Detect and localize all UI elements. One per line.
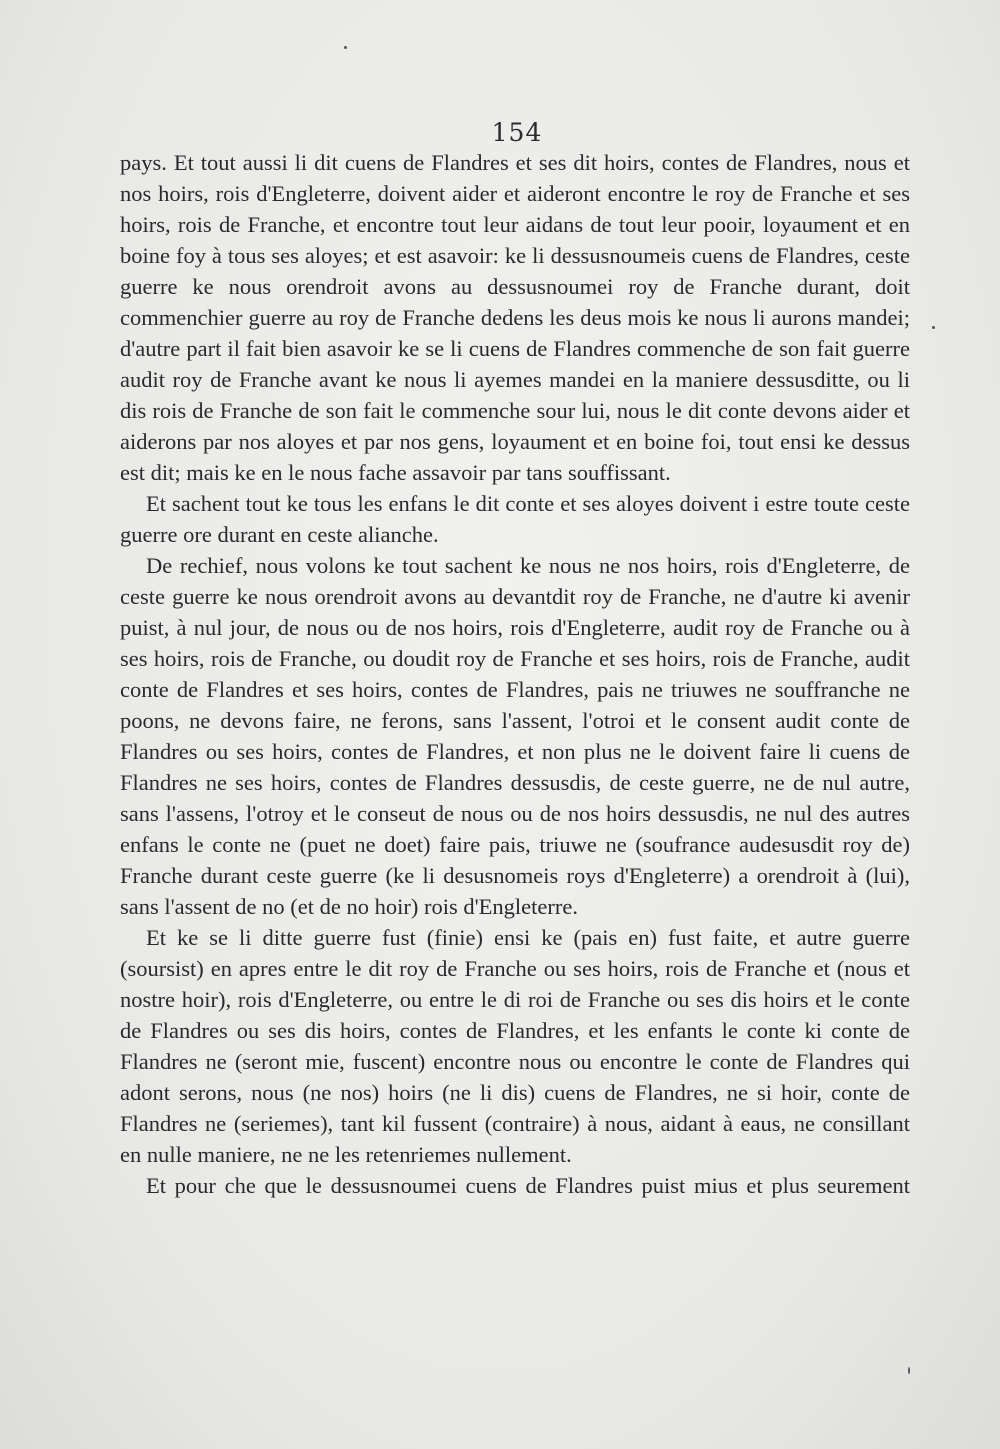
paragraph-3: De rechief, nous volons ke tout sachent ke nous ne nos hoirs, rois d'Engleterre, de ceste guerre ke nous orendroit avons au devantdit roy de Franche, ne d'autre ki avenir puist, à nul jour, de nous ou de nos hoirs, rois d'Engleterre, audit roy de Franche ou à ses hoirs, rois de Franche, ou doudit roy de Franche et ses hoirs, rois de Franche, audit conte de Flandres et ses hoirs, contes de Flandres, pais ne triuwes ne souffranche ne poons, ne devons faire, ne ferons, sans l'assent, l'otroi et le consent audit conte de Flandres ou ses hoirs, contes de Flandres, et non plus ne le doivent faire li cuens de Flandres ne ses hoirs, contes de Flandres dessusdis, de ceste guerre, ne de nul autre, sans l'assens, l'otroy et le conseut de nous ou de nos hoirs dessusdis, ne nul des autres enfans le conte ne (puet ne doet) faire pais, triuwe ne (soufrance audesusdit roy de) Franche durant ceste guerre (ke li desusnomeis roys d'Engleterre) a orendroit à (lui), sans l'assent de no (et de no hoir) rois d'Engleterre.: [120, 553, 910, 919]
paper-speck: [908, 1367, 910, 1374]
paragraph-5: Et pour che que le dessusnoumei cuens de Flandres puist mius et plus seurement: [146, 1173, 910, 1198]
body-text: [120, 147, 910, 1201]
paragraph-2: Et sachent tout ke tous les enfans le dit conte et ses aloyes doivent i estre toute ceste guerre ore durant en ceste alianche.: [120, 491, 910, 547]
paper-speck: [344, 46, 347, 49]
paper-speck: [932, 326, 935, 329]
paragraph-1: pays. Et tout aussi li dit cuens de Flandres et ses dit hoirs, contes de Flandres, nous et nos hoirs, rois d'Engleterre, doivent aider et aideront encontre le roy de Franche et ses hoirs, rois de Franche, et encontre tout leur aidans de tout leur pooir, loyaument et en boine foy à tous ses aloyes; et est asavoir: ke li dessusnoumeis cuens de Flandres, ceste guerre ke nous orendroit avons au dessusnoumei roy de Franche durant, doit commenchier guerre au roy de Franche dedens les deus mois ke nous li aurons mandei; d'autre part il fait bien asavoir ke se li cuens de Flandres commenche de son fait guerre audit roy de Franche avant ke nous li ayemes mandei en la maniere dessusditte, ou li dis rois de Franche de son fait le commenche sour lui, nous le dit conte devons aider et aiderons par nos aloyes et par nos gens, loyaument et en boine foi, tout ensi ke dessus est dit; mais ke en le nous fache assavoir par tans souffissant.: [120, 150, 910, 485]
page-number: 154: [491, 118, 543, 147]
paragraph-4: Et ke se li ditte guerre fust (finie) ensi ke (pais en) fust faite, et autre guerre (soursist) en apres entre le dit roy de Franche ou ses hoirs, rois de Franche et (nous et nostre hoir), rois d'Engleterre, ou entre le di roi de Franche ou ses dis hoirs et le conte de Flandres ou ses dis hoirs, contes de Flandres, et les enfants le conte ki conte de Flandres ne (seront mie, fuscent) encontre nous ou encontre le conte de Flandres qui adont serons, nous (ne nos) hoirs (ne li dis) cuens de Flandres, ne si hoir, conte de Flandres ne (seriemes), tant kil fussent (contraire) à nous, aidant à eaus, ne consillant en nulle maniere, ne ne les retenriemes nullement.: [120, 925, 910, 1167]
